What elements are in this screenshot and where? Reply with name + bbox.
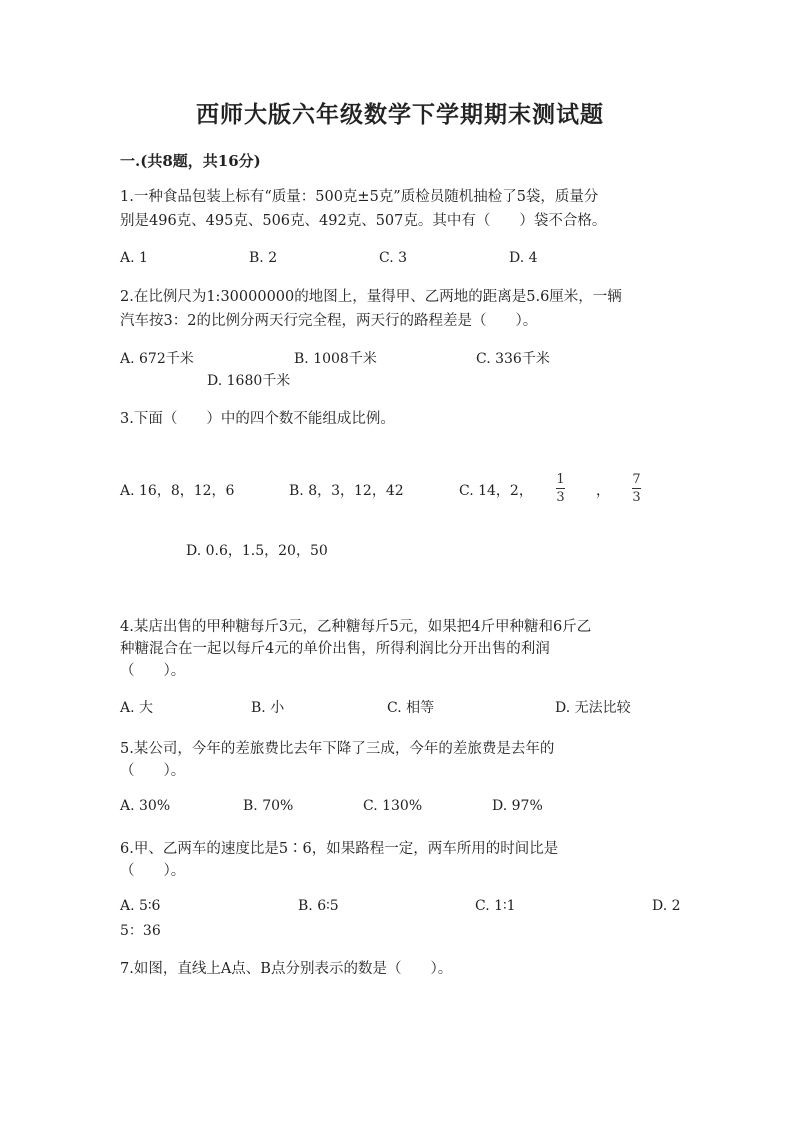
question-4-line-3: （ ）。 [120,663,186,679]
question-3-option-d: D. 0.6，1.5，20，50 [186,543,328,559]
question-3-separator: ， [596,483,610,499]
question-2-line-2: 汽车按3：2的比例分两天行完全程，两天行的路程差是（ ）。 [120,313,538,329]
question-3-option-c: C. 14，2， [459,483,533,499]
fraction-denominator: 3 [632,490,641,505]
fraction-denominator: 3 [556,490,565,505]
fraction-numerator: 7 [632,472,641,487]
question-4-option-b: B. 小 [251,700,285,716]
question-6-option-b: B. 6∶5 [298,898,339,914]
question-5-option-d: D. 97% [492,798,543,814]
question-6-option-d: D. 2 [652,898,681,914]
question-2-option-d: D. 1680千米 [207,373,291,389]
question-7-line-1: 7.如图，直线上A点、B点分别表示的数是（ ）。 [120,961,453,977]
question-5-line-1: 5.某公司，今年的差旅费比去年下降了三成，今年的差旅费是去年的 [120,741,555,757]
exam-title: 西师大版六年级数学下学期期末测试题 [196,101,604,128]
question-6-line-2: （ ）。 [120,863,186,879]
question-1-line-2: 别是496克、495克、506克、492克、507克。其中有（ ）袋不合格。 [120,213,607,229]
question-1-option-b: B. 2 [249,250,278,266]
question-2-option-a: A. 672千米 [120,351,194,367]
question-2-line-1: 2.在比例尺为1:30000000的地图上，量得甲、乙两地的距离是5.6厘米，一辆 [120,289,622,305]
fraction-bar [632,488,641,489]
question-2-option-c: C. 336千米 [476,351,550,367]
question-3-fraction-2 [632,472,641,505]
question-5-option-b: B. 70% [243,798,294,814]
question-1-option-a: A. 1 [120,250,148,266]
question-6-option-a: A. 5∶6 [120,898,161,914]
question-1-option-d: D. 4 [509,250,538,266]
question-5-option-a: A. 30% [120,798,171,814]
question-6-line-1: 6.甲、乙两车的速度比是5∶6，如果路程一定，两车所用的时间比是 [120,841,559,857]
question-6-option-d-continued: 5：36 [120,923,161,939]
question-1-option-c: C. 3 [379,250,408,266]
question-3-option-a: A. 16，8，12，6 [120,483,235,499]
fraction-bar [556,488,565,489]
question-5-option-c: C. 130% [363,798,423,814]
question-3-line-1: 3.下面（ ）中的四个数不能组成比例。 [120,411,395,427]
question-5-line-2: （ ）。 [120,763,186,779]
question-3-fraction-1 [556,472,565,505]
question-3-option-b: B. 8，3，12，42 [289,483,404,499]
question-4-option-a: A. 大 [120,700,154,716]
fraction-numerator: 1 [556,472,565,487]
question-2-option-b: B. 1008千米 [294,351,377,367]
question-4-option-d: D. 无法比较 [555,700,631,716]
question-6-option-c: C. 1∶1 [475,898,516,914]
question-4-line-2: 种糖混合在一起以每斤4元的单价出售，所得利润比分开出售的利润 [120,641,550,657]
question-4-line-1: 4.某店出售的甲种糖每斤3元，乙种糖每斤5元，如果把4斤甲种糖和6斤乙 [120,619,592,635]
question-1-line-1: 1.一种食品包装上标有“质量：500克±5克”质检员随机抽检了5袋，质量分 [120,189,599,205]
section-header: 一.(共8题，共16分) [120,152,261,170]
question-4-option-c: C. 相等 [387,700,435,716]
